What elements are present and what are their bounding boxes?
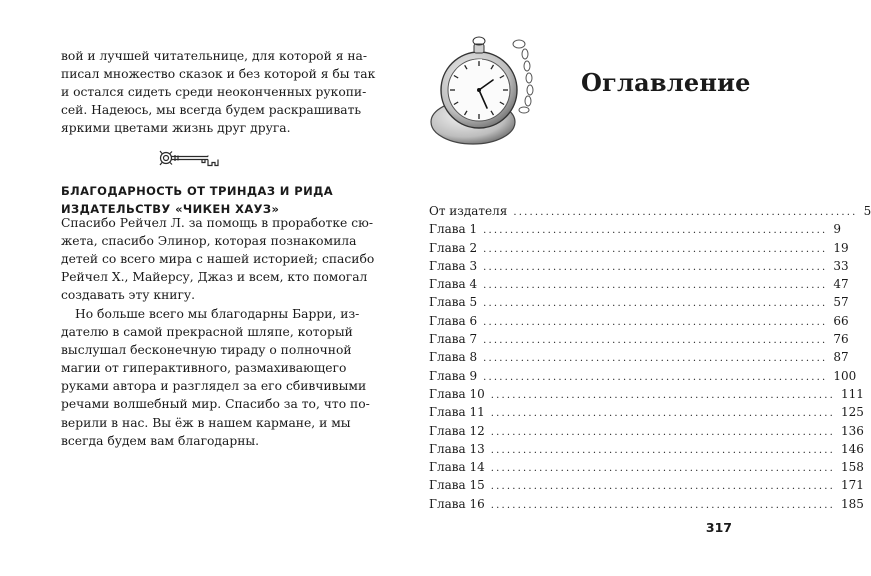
toc-leader: ................................................................ — [490, 499, 835, 511]
toc-label: Глава 8 — [429, 350, 478, 365]
text-line: яркими цветами жизнь друг друга. — [61, 121, 291, 136]
toc-entry[interactable] — [429, 257, 849, 275]
toc-page-number: 111 — [840, 386, 864, 401]
toc-entry[interactable] — [429, 202, 871, 220]
text-line: создавать эту книгу. — [61, 288, 196, 303]
toc-leader: ................................................................ — [483, 261, 828, 273]
toc-leader: ................................................................ — [483, 335, 828, 347]
text-line: сей. Надеюсь, мы всегда будем раскрашивать — [61, 103, 362, 118]
text-line: и остался сидеть среди неоконченных рукопи- — [61, 85, 367, 100]
toc-label: Глава 10 — [429, 386, 485, 401]
toc-leader: ................................................................ — [483, 316, 828, 328]
toc-leader: ................................................................ — [483, 243, 828, 255]
heading-line: ИЗДАТЕЛЬСТВУ «ЧИКЕН ХАУЗ» — [61, 202, 280, 216]
thanks-paragraph-1 — [61, 214, 375, 304]
text-line: писал множество сказок и без которой я бы так — [61, 67, 376, 82]
page-number: 317 — [705, 520, 732, 535]
toc-entry[interactable] — [429, 348, 849, 366]
left-page — [0, 0, 375, 576]
toc-entry[interactable] — [429, 458, 864, 476]
toc-entry[interactable] — [429, 403, 864, 421]
toc-page-number: 33 — [833, 258, 849, 273]
toc-label: Глава 15 — [429, 478, 485, 493]
toc-leader: ................................................................ — [490, 389, 835, 401]
toc-page-number: 158 — [840, 460, 864, 475]
toc-page-number: 100 — [833, 368, 857, 383]
toc-leader: ................................................................ — [490, 444, 835, 456]
right-page — [375, 0, 871, 576]
toc-leader: ................................................................ — [483, 353, 828, 365]
toc-entry[interactable] — [429, 220, 841, 238]
toc-entry[interactable] — [429, 275, 849, 293]
heading-line: БЛАГОДАРНОСТЬ ОТ ТРИНДАЗ И РИДА — [61, 184, 334, 198]
toc-page-number: 19 — [833, 240, 849, 255]
text-line: речами волшебный мир. Спасибо за то, что по- — [61, 397, 370, 412]
text-line: Рейчел Х., Майерсу, Джаз и всем, кто помогал — [61, 270, 368, 285]
text-line: дателю в самой прекрасной шляпе, который — [61, 325, 353, 340]
pocket-watch-icon — [427, 30, 552, 154]
toc-label: Глава 13 — [429, 441, 485, 456]
toc-label: Глава 9 — [429, 368, 478, 383]
toc-page-number: 5 — [863, 204, 871, 218]
toc-label: Глава 7 — [429, 332, 478, 347]
toc-leader: ................................................................ — [490, 408, 835, 420]
intro-paragraph — [61, 47, 376, 137]
table-of-contents — [429, 202, 871, 513]
toc-entry[interactable] — [429, 422, 864, 440]
toc-entry[interactable] — [429, 293, 849, 311]
text-line: Но больше всего мы благодарны Барри, из- — [75, 307, 360, 321]
toc-label: Глава 1 — [429, 222, 478, 237]
toc-label: Глава 2 — [429, 240, 478, 255]
key-icon — [158, 148, 220, 172]
toc-page-number: 171 — [840, 478, 864, 493]
toc-label: Глава 11 — [429, 405, 485, 420]
toc-label: Глава 12 — [429, 423, 485, 438]
toc-leader: ................................................................ — [483, 371, 828, 383]
toc-entry[interactable] — [429, 367, 857, 385]
toc-leader: ................................................................ — [483, 280, 828, 292]
toc-page-number: 185 — [840, 496, 864, 511]
toc-leader: ................................................................ — [483, 298, 828, 310]
toc-page-number: 57 — [833, 295, 849, 310]
toc-leader: ................................................................ — [490, 463, 835, 475]
text-line: Спасибо Рейчел Л. за помощь в проработке сю- — [61, 216, 373, 230]
toc-leader: ................................................................ — [490, 481, 835, 493]
text-line: детей со всего мира с нашей историей; спасибо — [61, 252, 375, 267]
toc-label: Глава 16 — [429, 496, 485, 511]
page-title: Оглавление — [581, 68, 751, 97]
toc-label: От издателя — [429, 204, 508, 218]
toc-page-number: 76 — [833, 332, 849, 347]
toc-page-number: 9 — [833, 222, 841, 237]
toc-leader: ................................................................ — [490, 426, 835, 438]
toc-label: Глава 3 — [429, 258, 478, 273]
toc-page-number: 47 — [833, 277, 849, 292]
toc-entry[interactable] — [429, 495, 864, 513]
toc-page-number: 125 — [840, 405, 864, 420]
toc-entry[interactable] — [429, 476, 864, 494]
toc-label: Глава 4 — [429, 277, 478, 292]
toc-label: Глава 5 — [429, 295, 478, 310]
toc-leader: ................................................................ — [483, 225, 828, 237]
toc-label: Глава 14 — [429, 460, 485, 475]
toc-entry[interactable] — [429, 440, 864, 458]
toc-leader: ................................................................ — [513, 207, 858, 218]
text-line: жета, спасибо Элинор, которая познакомила — [61, 234, 357, 249]
toc-entry[interactable] — [429, 312, 849, 330]
text-line: верили в нас. Вы ёж в нашем кармане, и мы — [61, 415, 351, 430]
toc-page-number: 66 — [833, 313, 849, 328]
text-line: магии от гиперактивного, размахивающего — [61, 361, 347, 376]
toc-entry[interactable] — [429, 330, 849, 348]
section-heading — [61, 182, 334, 218]
text-line: выслушал бесконечную тираду о полночной — [61, 343, 352, 358]
text-line: всегда будем вам благодарны. — [61, 433, 260, 448]
toc-entry[interactable] — [429, 385, 864, 403]
toc-entry[interactable] — [429, 239, 849, 257]
toc-page-number: 146 — [840, 441, 864, 456]
toc-label: Глава 6 — [429, 313, 478, 328]
thanks-paragraph-2 — [61, 305, 370, 450]
text-line: вой и лучшей читательнице, для которой я на- — [61, 49, 368, 63]
text-line: руками автора и разглядел за его сбивчивыми — [61, 379, 367, 394]
toc-page-number: 87 — [833, 350, 849, 365]
toc-page-number: 136 — [840, 423, 864, 438]
